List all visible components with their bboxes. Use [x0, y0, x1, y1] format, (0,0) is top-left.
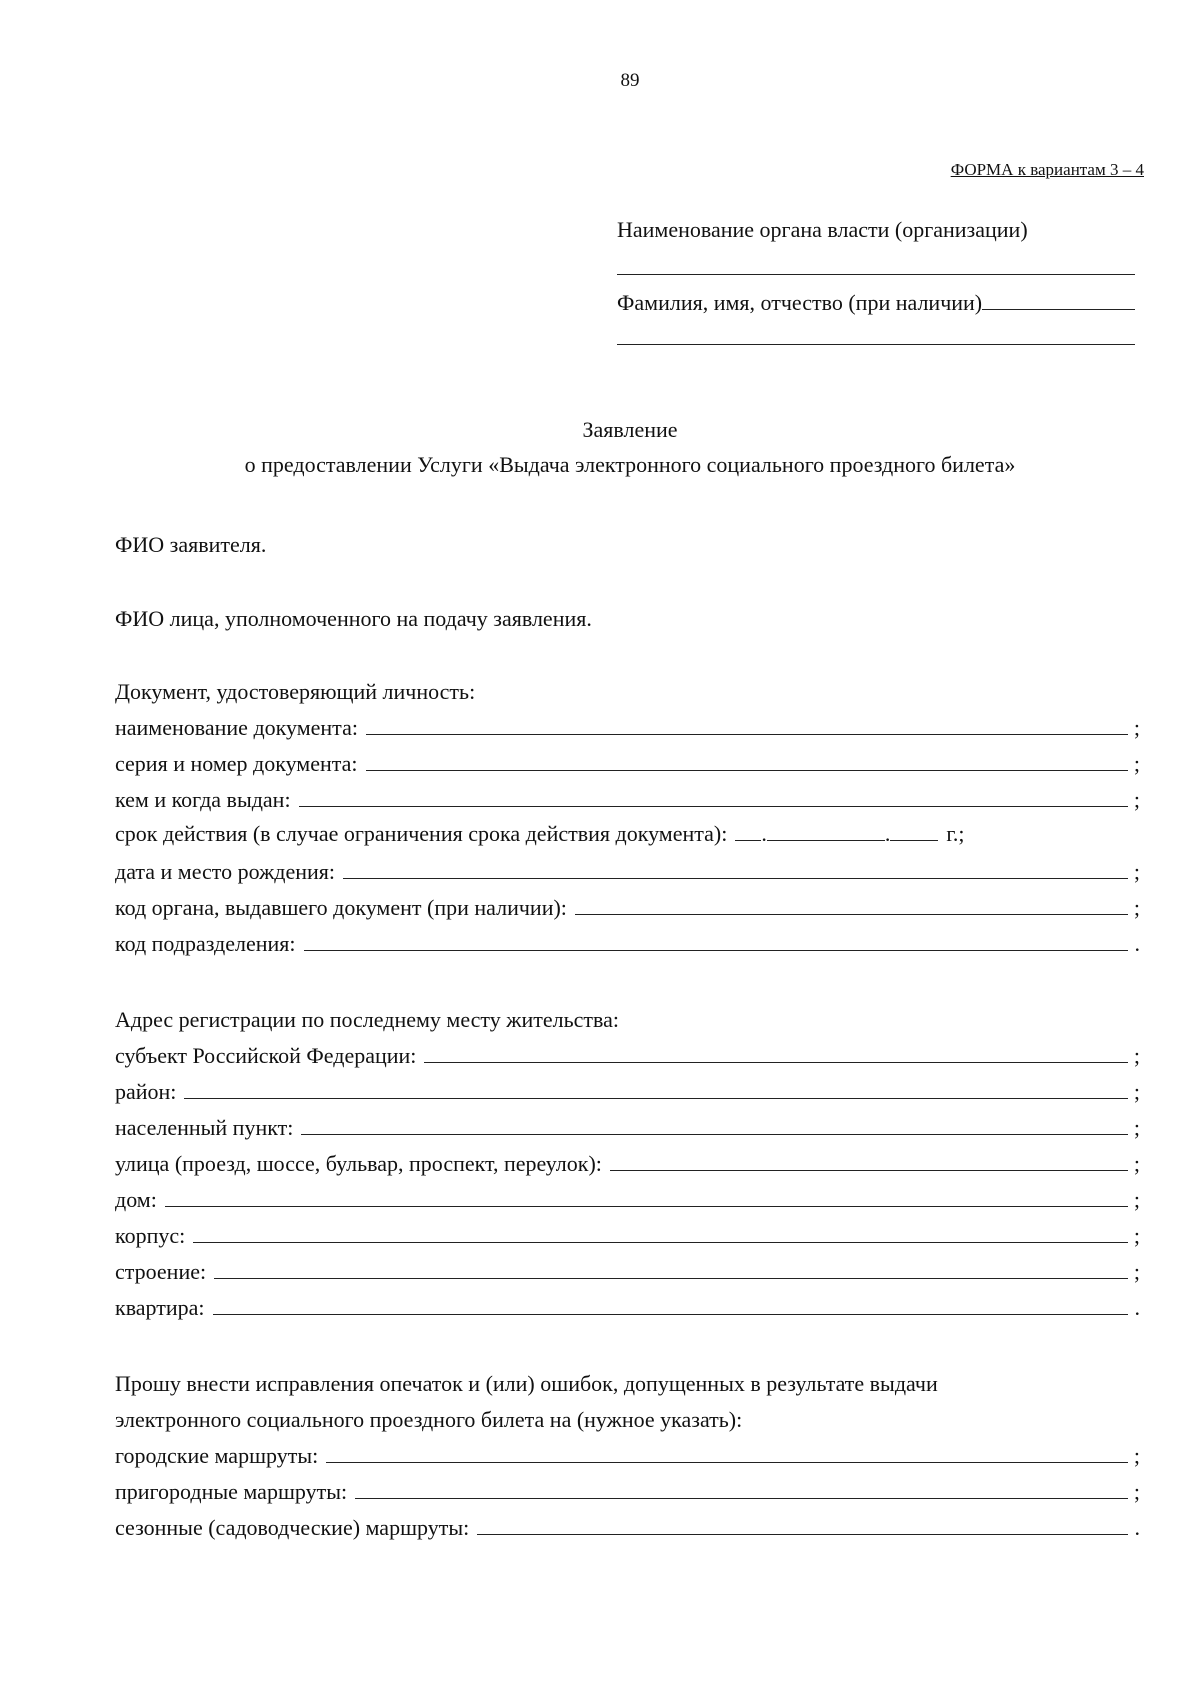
field-end: ; [1133, 1223, 1140, 1248]
validity-suffix: г.; [946, 821, 965, 846]
form-row [115, 782, 1140, 818]
structure-field[interactable] [214, 1254, 1128, 1279]
street-field[interactable] [610, 1146, 1128, 1171]
city-routes-field[interactable] [326, 1438, 1128, 1463]
form-row [115, 710, 1140, 746]
form-row [115, 1182, 1140, 1218]
field-label: серия и номер документа: [115, 751, 358, 776]
document-title: Заявление [582, 417, 678, 442]
form-row [115, 1254, 1140, 1290]
applicant-name-label: Фамилия, имя, отчество (при наличии) [617, 290, 983, 315]
form-row [115, 746, 1140, 782]
field-label: улица (проезд, шоссе, бульвар, проспект, переулок): [115, 1151, 602, 1176]
house-field[interactable] [165, 1182, 1128, 1207]
form-row [115, 1074, 1140, 1110]
field-label: квартира: [115, 1295, 205, 1320]
request-section [115, 1366, 1140, 1546]
field-end: . [1134, 931, 1140, 956]
field-end: ; [1133, 715, 1140, 740]
field-end: ; [1133, 895, 1140, 920]
applicant-name-heading: ФИО заявителя. [115, 532, 267, 557]
form-row [115, 1110, 1140, 1146]
field-end: . [1134, 1515, 1140, 1540]
validity-year-field[interactable] [890, 818, 938, 841]
form-row [115, 1218, 1140, 1254]
field-label: корпус: [115, 1223, 186, 1248]
form-row [115, 1290, 1140, 1326]
field-end: ; [1133, 787, 1140, 812]
form-row [115, 1510, 1140, 1546]
validity-day-field[interactable] [735, 818, 761, 841]
field-label: кем и когда выдан: [115, 787, 291, 812]
seasonal-routes-field[interactable] [477, 1510, 1128, 1535]
field-end: ; [1133, 1479, 1140, 1504]
subdivision-code-field[interactable] [304, 926, 1128, 951]
field-end: ; [1133, 751, 1140, 776]
field-label: субъект Российской Федерации: [115, 1043, 417, 1068]
authority-label: Наименование органа власти (организации) [617, 217, 1028, 242]
applicant-name-field-2[interactable] [617, 316, 1135, 345]
field-end: ; [1133, 1043, 1140, 1068]
document-name-field[interactable] [366, 710, 1128, 735]
field-label: городские маршруты: [115, 1443, 319, 1468]
authority-field[interactable] [617, 243, 1135, 275]
request-text: Прошу внести исправления опечаток и (или) ошибок, допущенных в результате выдачи [115, 1371, 938, 1396]
addressee-block [617, 217, 1135, 345]
identity-document-heading: Документ, удостоверяющий личность: [115, 679, 476, 704]
validity-label: срок действия (в случае ограничения срока действия документа): [115, 821, 728, 846]
field-label: район: [115, 1079, 177, 1104]
field-label: пригородные маршруты: [115, 1479, 348, 1504]
field-label: строение: [115, 1259, 207, 1284]
form-row [115, 1438, 1140, 1474]
identity-document-section [115, 674, 1140, 962]
field-end: ; [1133, 1187, 1140, 1212]
field-label: населенный пункт: [115, 1115, 294, 1140]
form-row [115, 926, 1140, 962]
building-field[interactable] [193, 1218, 1128, 1243]
field-end: ; [1133, 1443, 1140, 1468]
field-end: . [1134, 1295, 1140, 1320]
birth-date-place-field[interactable] [343, 854, 1128, 879]
field-end: ; [1133, 1151, 1140, 1176]
field-end: ; [1133, 859, 1140, 884]
form-row [115, 890, 1140, 926]
applicant-name-field[interactable] [982, 287, 1135, 310]
document-number-field[interactable] [366, 746, 1128, 771]
field-label: дата и место рождения: [115, 859, 336, 884]
region-field[interactable] [424, 1038, 1128, 1063]
field-label: код подразделения: [115, 931, 296, 956]
date-separator: . [761, 821, 767, 846]
field-end: ; [1133, 1115, 1140, 1140]
suburban-routes-field[interactable] [355, 1474, 1128, 1499]
representative-name-heading: ФИО лица, уполномоченного на подачу заявления. [115, 606, 592, 631]
address-section [115, 1002, 1140, 1326]
field-label: дом: [115, 1187, 157, 1212]
issuer-code-field[interactable] [575, 890, 1128, 915]
field-label: код органа, выдавшего документ (при наличии): [115, 895, 567, 920]
address-heading: Адрес регистрации по последнему месту жительства: [115, 1007, 619, 1032]
apartment-field[interactable] [213, 1290, 1128, 1315]
form-row [115, 1474, 1140, 1510]
form-row [115, 1038, 1140, 1074]
locality-field[interactable] [301, 1110, 1128, 1135]
validity-row [115, 818, 1140, 854]
field-label: наименование документа: [115, 715, 358, 740]
field-end: ; [1133, 1259, 1140, 1284]
form-row [115, 854, 1140, 890]
applicant-name-row [617, 287, 1135, 316]
field-label: сезонные (садоводческие) маршруты: [115, 1515, 470, 1540]
request-text: электронного социального проездного билета на (нужное указать): [115, 1407, 743, 1432]
document-subtitle: о предоставлении Услуги «Выдача электронного социального проездного билета» [244, 452, 1016, 477]
field-end: ; [1133, 1079, 1140, 1104]
form-reference: ФОРМА к вариантам 3 – 4 [950, 160, 1144, 179]
form-row [115, 1146, 1140, 1182]
validity-month-field[interactable] [767, 818, 885, 841]
issued-by-field[interactable] [299, 782, 1128, 807]
page-number: 89 [620, 70, 640, 91]
date-separator: . [884, 821, 891, 846]
district-field[interactable] [184, 1074, 1128, 1099]
